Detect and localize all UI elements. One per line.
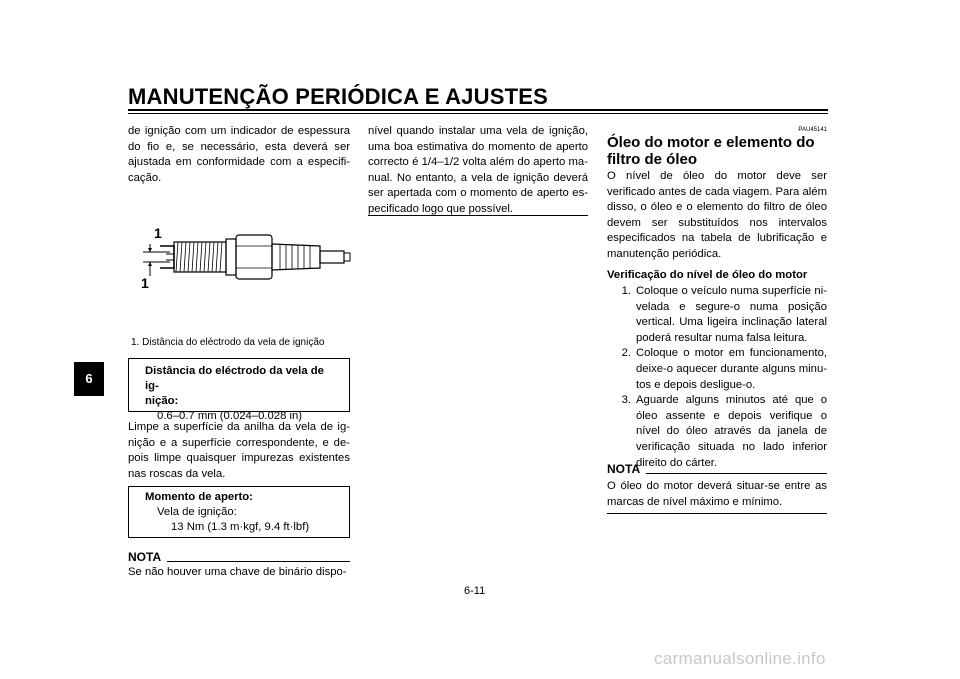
page-number: 6-11 bbox=[464, 585, 486, 597]
nota-label: NOTA bbox=[607, 462, 641, 476]
section-tab: 6 bbox=[74, 362, 104, 396]
nota-header-1 bbox=[128, 550, 350, 564]
step-text: Coloque o motor em funcionamento, deixe-o aquecer durante alguns minutos e depois desligue-o. bbox=[636, 347, 827, 391]
oil-intro-paragraph: O nível de óleo do motor deve ser verificado antes de cada viagem. Para além disso, o óleo e o elemento do filtro de óleo devem ser substituídos nos intervalos especificados na tabela de lubrificação e manutenção periódica. bbox=[607, 170, 827, 260]
watermark: carmanualsonline.info bbox=[654, 649, 826, 668]
step-number: 3. bbox=[621, 394, 631, 407]
step-number: 1. bbox=[621, 285, 631, 297]
spark-plug-figure bbox=[140, 224, 355, 294]
oil-check-steps bbox=[607, 284, 827, 471]
column-1-paragraph bbox=[128, 420, 350, 482]
spec-heading-line2: nição: bbox=[145, 395, 179, 407]
intro-paragraph: de ignição com um indicador de espessura do fio e, se necessário, esta deverá ser ajustada em conformidade com a especificação. bbox=[128, 125, 350, 184]
spec-value: 0.6–0.7 mm (0.024–0.028 in) bbox=[157, 410, 303, 422]
torque-item: Vela de ignição: bbox=[157, 506, 237, 518]
spark-plug-gap-spec-box bbox=[128, 358, 350, 422]
column-1-nota bbox=[128, 565, 350, 581]
section-heading-line1: Óleo do motor e elemento do bbox=[607, 134, 815, 151]
nota-rule bbox=[646, 473, 827, 474]
list-item bbox=[607, 284, 827, 346]
caption-number: 1. bbox=[131, 337, 140, 348]
cleaning-paragraph: Limpe a superfície da anilha da vela de ignição e a superfície correspondente, e depois limpe quaisquer impurezas existentes nas roscas da vela. bbox=[128, 421, 350, 480]
torque-estimate-paragraph: nível quando instalar uma vela de ignição, uma boa estimativa do momento de aperto correcto é 1/4–1/2 volta além do aperto manual. No entanto, a vela de ignição deverá ser apertada com o momento de aperto especificado logo que possível. bbox=[368, 125, 588, 215]
page-title: MANUTENÇÃO PERIÓDICA E AJUSTES bbox=[128, 84, 548, 109]
title-rule-thin bbox=[128, 113, 828, 114]
column-1-intro bbox=[128, 124, 350, 186]
nota-end-rule bbox=[607, 513, 827, 514]
caption-text: Distância do eléctrodo da vela de ignição bbox=[142, 337, 325, 348]
doc-code: PAU45141 bbox=[798, 127, 827, 133]
torque-heading: Momento de aperto: bbox=[145, 491, 253, 503]
nota-label: NOTA bbox=[128, 550, 162, 564]
column-2-text bbox=[368, 124, 588, 218]
title-rule bbox=[128, 109, 828, 111]
column-3-intro bbox=[607, 169, 827, 263]
nota-end-rule bbox=[368, 215, 588, 216]
nota-rule bbox=[167, 561, 350, 562]
column-3-nota bbox=[607, 479, 827, 510]
section-heading-line2: filtro de óleo bbox=[607, 151, 697, 168]
nota-header-3 bbox=[607, 462, 827, 476]
oil-level-subheading: Verificação do nível de óleo do motor bbox=[607, 269, 808, 281]
figure-caption bbox=[131, 337, 324, 348]
step-text: Aguarde alguns minutos até que o óleo assente e depois verifique o nível do óleo através da janela de verificação situada no lado inferior direito do cárter. bbox=[636, 394, 827, 469]
nota-text: O óleo do motor deverá situar-se entre as marcas de nível máximo e mínimo. bbox=[607, 480, 827, 508]
list-item bbox=[607, 346, 827, 393]
step-text: Coloque o veículo numa superfície nivelada e segure-o numa posição vertical. Uma ligeira inclinação lateral poderá resultar numa falsa leitura. bbox=[636, 285, 827, 344]
section-heading bbox=[607, 134, 827, 168]
callout-1-bottom: 1 bbox=[141, 275, 149, 291]
list-item bbox=[607, 393, 827, 471]
spec-heading-line1: Distância do eléctrodo da vela de ig- bbox=[145, 365, 324, 392]
nota-text: Se não houver uma chave de binário dispo- bbox=[128, 566, 347, 578]
callout-1-top: 1 bbox=[154, 225, 162, 241]
torque-value: 13 Nm (1.3 m·kgf, 9.4 ft·lbf) bbox=[171, 521, 310, 533]
torque-spec-box bbox=[128, 486, 350, 538]
step-number: 2. bbox=[621, 347, 631, 360]
